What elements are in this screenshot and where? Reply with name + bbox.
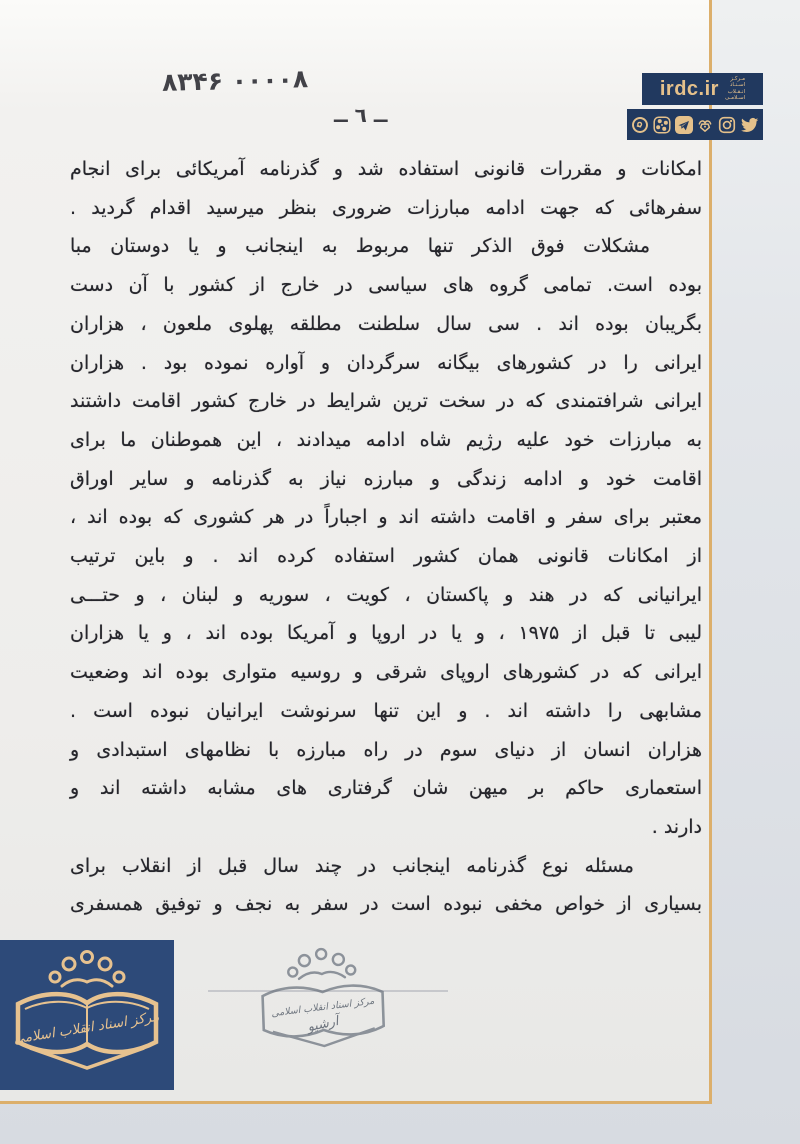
page-number: ــ ٦ ــ	[334, 103, 388, 127]
document-text-line: از امکانات قانونی همان کشور استفاده کرده اند . و باین ترتیب	[70, 545, 702, 568]
document-text-line: بوده است. تمامی گروه های سیاسی در خارج از کشور با آن دست	[70, 274, 702, 297]
document-body	[70, 150, 702, 924]
irdc-logo-mark-line: مـرکـز	[730, 75, 746, 82]
social-icons-bar	[627, 109, 763, 140]
telegram-icon[interactable]	[675, 116, 693, 134]
document-text-line: هزاران انسان از دنیای سوم در راه مبارزه با نظامهای استبدادی و	[70, 738, 702, 761]
archive-stamp	[226, 939, 420, 1076]
irdc-logo-mark-line: انـقـلاب	[727, 88, 746, 95]
document-text-line: استعماری حاکم بر میهن شان گرفتاری های مشابه داشته اند و	[70, 777, 702, 800]
document-text-line: ایرانیانی که در هند و پاکستان ، کویت ، سوریه و لبنان ، و حتـــی	[70, 583, 702, 606]
document-text-line: امکانات و مقررات قانونی استفاده شد و گذرنامه آمریکائی برای انجام	[70, 158, 702, 180]
archive-number: ۸۳۴۶ ۰۰۰۰۸	[161, 64, 309, 97]
irdc-logo-mark	[725, 77, 745, 102]
document-text-line: دارند .	[651, 815, 702, 838]
instagram-icon[interactable]	[718, 116, 736, 134]
archive-stamp-graphic	[226, 939, 420, 1076]
aparat-icon[interactable]	[653, 116, 671, 134]
open-book-logo	[0, 940, 174, 1090]
document-text-line: ایرانی را در کشورهای بیگانه سرگردان و آواره نموده بود . هزاران	[70, 351, 702, 374]
stamp-archive-label: آرشیو	[306, 1013, 340, 1036]
document-text-line: بسیاری از خواص مخفی نبوده است در سفر به نجف و توفیق همسفری	[70, 893, 702, 916]
soroush-icon[interactable]	[696, 116, 714, 134]
irdc-footer-logo	[0, 940, 174, 1090]
stamp-caption: مرکز اسناد انقلاب اسلامی	[270, 995, 375, 1020]
document-text-line: ایرانی شرافتمندی که در سخت ترین شرایط در خارج کشور اقامت داشتند	[70, 390, 702, 413]
document-text-line: مشکلات فوق الذکر تنها مربوط به اینجانب و یا دوستان مبا	[70, 235, 650, 258]
document-text-line: مسئله نوع گذرنامه اینجانب در چند سال قبل از انقلاب برای	[70, 854, 634, 877]
document-text-line: ایرانی که در کشورهای اروپای شرقی و روسیه متواری بوده اند وضعیت	[70, 661, 702, 684]
document-text-line: مشابهی را داشته اند . و این تنها سرنوشت ایرانیان نبوده است .	[70, 699, 702, 722]
document-text-line: لیبی تا قبل از ۱۹۷۵ ، و یا در اروپا و آمریکا بوده اند ، و یا هزاران	[70, 622, 702, 645]
document-text-line: سفرهائی که جهت ادامه مبارزات ضروری بنظر میرسید اقدام گردید .	[70, 196, 702, 219]
eitaa-icon[interactable]	[631, 116, 649, 134]
irdc-site-label: irdc.ir	[659, 78, 719, 100]
document-text-line: اقامت خود و ادامه زندگی و مبارزه نیاز به گذرنامه و سایر اوراق	[70, 467, 702, 490]
document-text-line: به مبارزات خود علیه رژیم شاه ادامه میدادند ، این هموطنان ما برای	[70, 428, 702, 451]
document-text-line: بگریبان بوده اند . سی سال سلطنت مطلقه پهلوی ملعون ، هزاران	[70, 312, 702, 335]
irdc-logo-mark-line: اسـنـاد	[729, 82, 746, 88]
irdc-site-badge[interactable]	[642, 73, 763, 105]
twitter-icon[interactable]	[740, 115, 759, 134]
irdc-logo-mark-line: اسـلامـی	[724, 95, 746, 101]
document-text-line: معتبر برای سفر و اقامت داشته اند و اجباراً در هر کشوری که بوده اند ،	[70, 506, 702, 529]
footer-logo-caption: مرکز اسناد انقلاب اسلامی	[12, 1008, 161, 1048]
